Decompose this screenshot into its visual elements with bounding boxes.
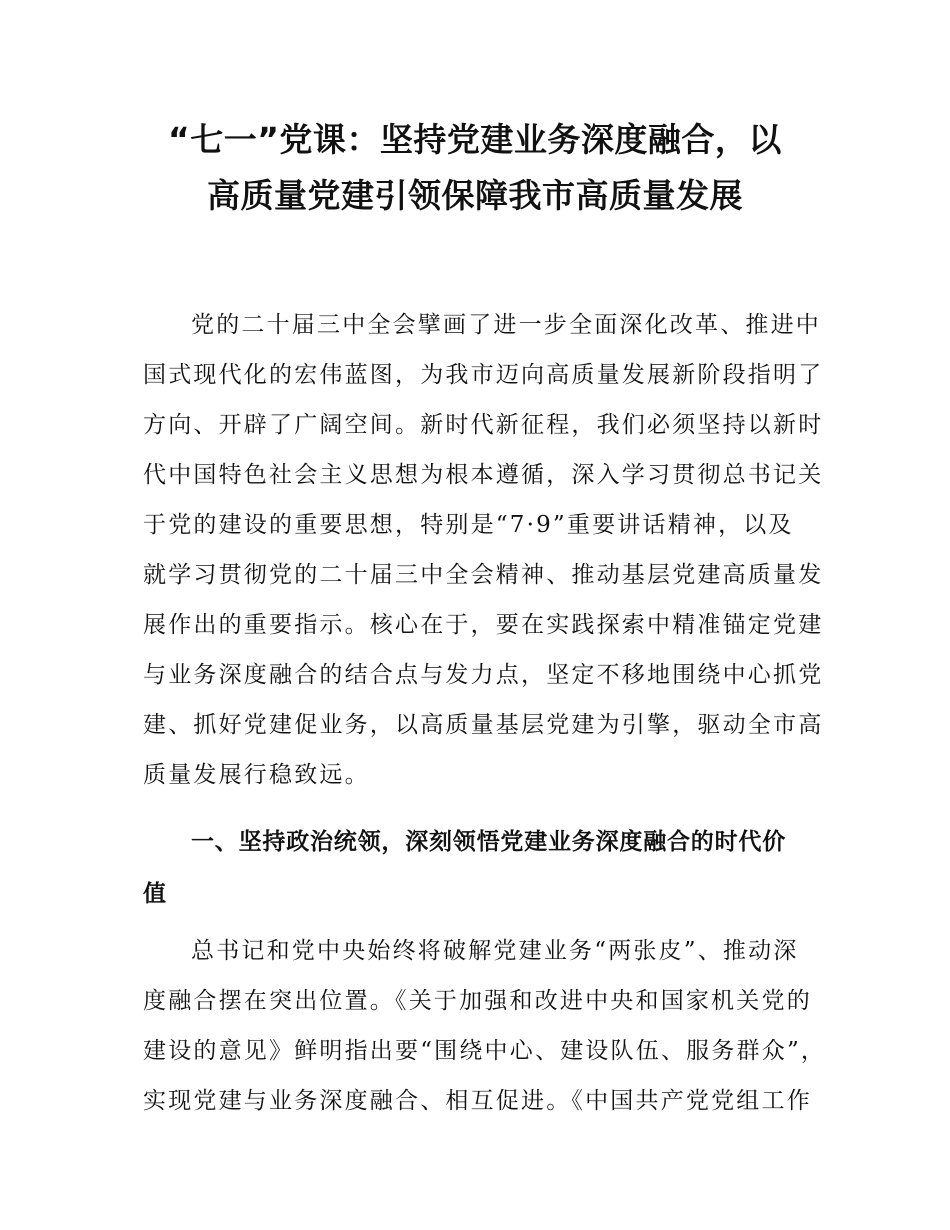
paragraph-section-1: [143, 926, 827, 1126]
paragraph-line: 质量发展行稳致远。: [143, 762, 370, 788]
paragraph-intro: [143, 300, 824, 800]
paragraph-line: 总书记和党中央始终将破解党建业务“两张皮”、推动深: [191, 938, 799, 964]
paragraph-line: 国式现代化的宏伟蓝图，为我市迈向高质量发展新阶段指明了: [143, 362, 824, 388]
paragraph-line: 于党的建设的重要思想，特别是“7·9”重要讲话精神，以及: [143, 512, 794, 538]
title-line-1: “七一”党课：坚持党建业务深度融合，以: [168, 120, 782, 159]
document-title: [120, 112, 830, 224]
paragraph-line: 方向、开辟了广阔空间。新时代新征程，我们必须坚持以新时: [143, 412, 824, 438]
paragraph-line: 建、抓好党建促业务，以高质量基层党建为引擎，驱动全市高: [143, 712, 824, 738]
paragraph-line: 展作出的重要指示。核心在于，要在实践探索中精准锚定党建: [143, 612, 824, 638]
section-heading-1: [143, 816, 813, 920]
paragraph-line: 代中国特色社会主义思想为根本遵循，深入学习贯彻总书记关: [143, 462, 824, 488]
paragraph-line: 度融合摆在突出位置。《关于加强和改进中央和国家机关党的: [143, 988, 812, 1014]
title-line-2: 高质量党建引领保障我市高质量发展: [207, 176, 743, 215]
paragraph-line: 党的二十届三中全会擘画了进一步全面深化改革、推进中: [191, 312, 821, 338]
paragraph-line: 建设的意见》鲜明指出要“围绕中心、建设队伍、服务群众”，: [143, 1038, 827, 1064]
paragraph-line: 就学习贯彻党的二十届三中全会精神、推动基层党建高质量发: [143, 562, 824, 588]
paragraph-line: 与业务深度融合的结合点与发力点，坚定不移地围绕中心抓党: [143, 662, 824, 688]
heading-line: 值: [143, 881, 167, 907]
heading-line: 一、坚持政治统领，深刻领悟党建业务深度融合的时代价: [191, 829, 786, 855]
paragraph-line: 实现党建与业务深度融合、相互促进。《中国共产党党组工作: [143, 1088, 812, 1114]
